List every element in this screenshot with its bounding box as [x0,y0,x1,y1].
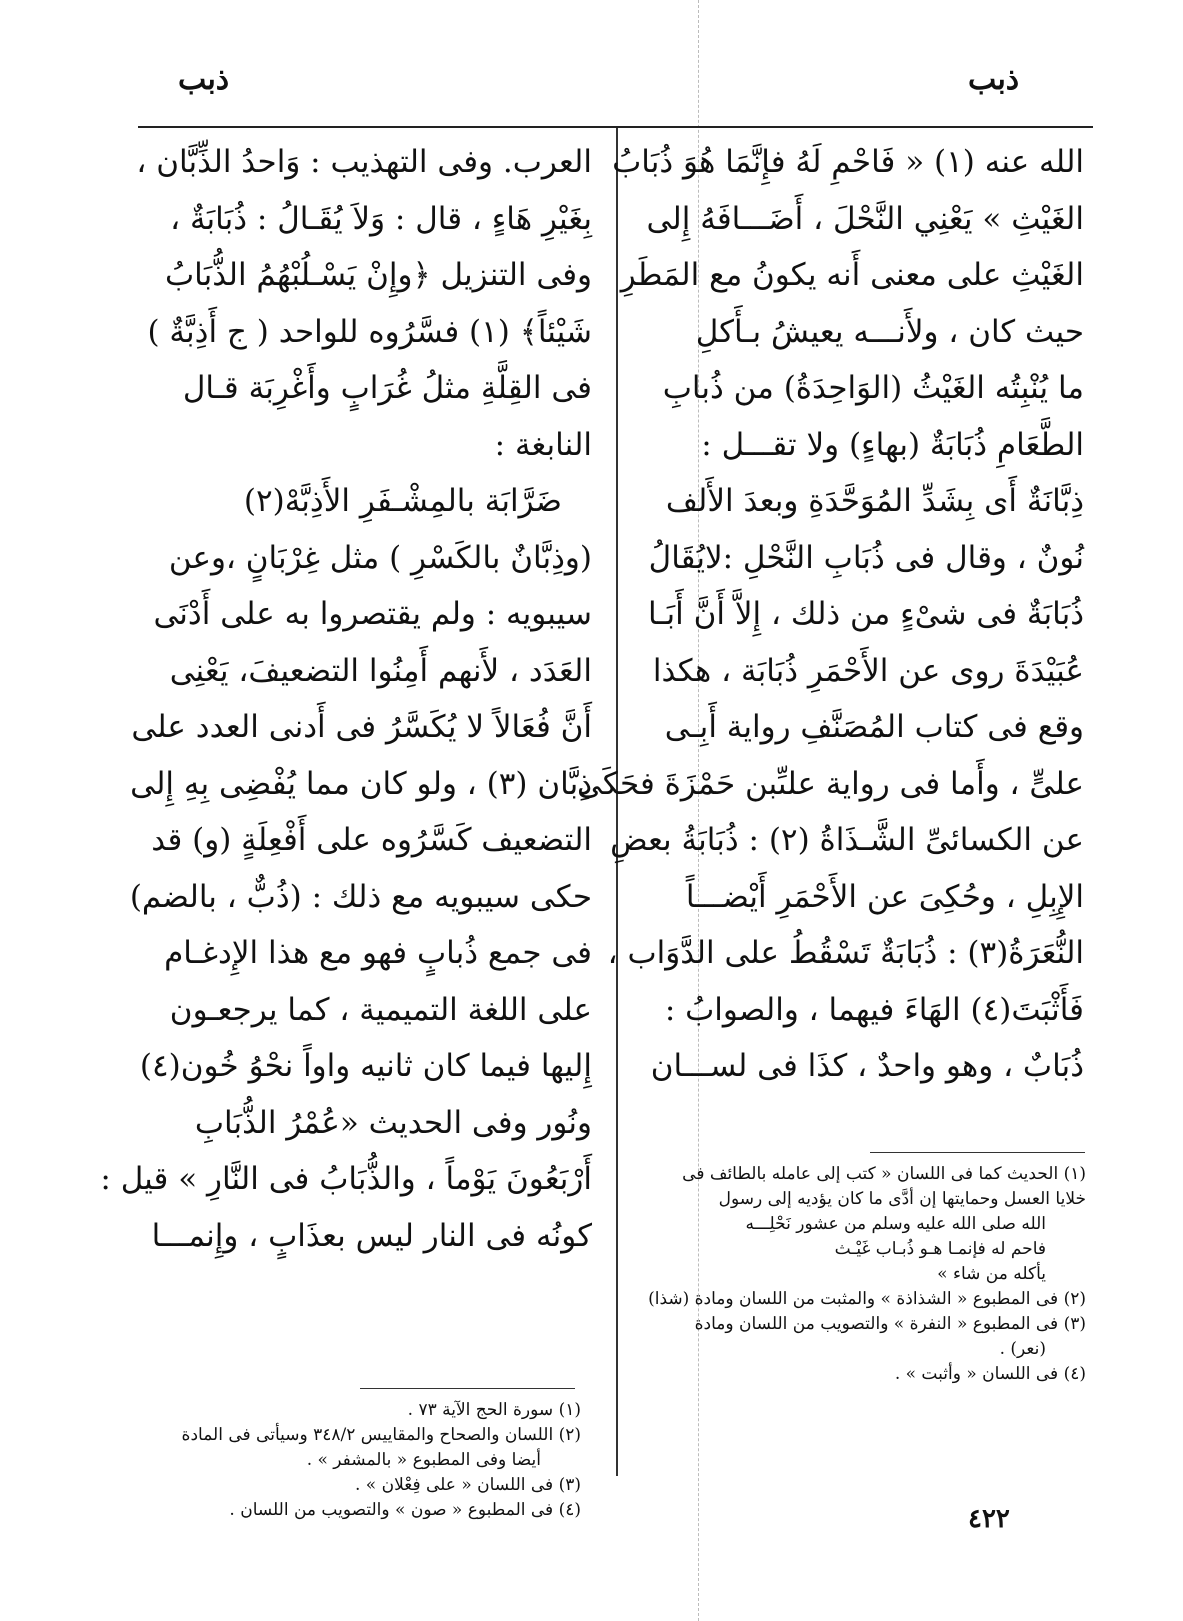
text-line: التضعيف كَسَّرُوه على أَفْعِلَةٍ (و) قد [151,822,592,858]
footnote-line: (٤) فى اللسان « وأثبت » . [894,1364,1086,1384]
text-line: حيث كان ، ولأَنـــه يعيشُ بـأَكلِ [695,313,1084,350]
running-head-left: ذبب [178,62,230,97]
page-number: ٤٢٢ [968,1504,1010,1534]
text-line: عن الكسائىِّ الشَّـذَاةُ (٢) : ذُبَابَةُ بعضِ [610,822,1084,858]
text-line: الغَيْثِ على معنى أَنه يكونُ مع المَطَرِ [620,257,1084,293]
text-line: حكى سيبويه مع ذلك : (ذُبٌّ ، بالضم) [129,878,592,915]
text-line: الإِبِلِ ، وحُكِىَ عن الأَحْمَرِ أَيْضـــاً [685,878,1084,915]
text-line: العرب. وفى التهذيب : وَاحدُ الذِّبَّان ، [136,144,592,180]
text-line: الطَّعَامِ ذُبَابَةٌ (بهاءٍ) ولا تقـــل : [701,426,1084,463]
text-line: الله عنه (١) « فَاحْمِ لَهُ فإِنَّمَا هُوَ ذُبَابُ [612,144,1084,180]
text-line: وفى التنزيل ﴿وإِنْ يَسْـلُبْهُمُ الذُّبَابُ [164,257,592,293]
text-line: (وذِبَّانٌ بالكَسْرِ ) مثل غِرْبَانٍ ،وعن [168,539,592,576]
text-line: النابغة : [494,426,592,463]
text-line: أَرْبَعُونَ يَوْماً ، والذُّبَابُ فى النَّارِ » قيل : [100,1161,592,1197]
text-line: شَيْئاً﴾ (١) فسَّرُوه للواحد ( ج أَذِبَّةٌ ) [147,313,592,350]
verse-line: ضَرَّابَة بالمِشْـفَرِ الأَذِبَّهْ(٢) [243,483,562,519]
footnote-line: (٣) فى اللسان « على فِعْلان » . [355,1475,581,1495]
footnote-rule-left [360,1388,575,1389]
footnote-line: الله صلى الله عليه وسلم من عشور نَحْلِـــه [745,1214,1046,1234]
text-line: العَدَد ، لأَنهم أَمِنُوا التضعيفَ، يَعْنِى [169,652,592,689]
text-line: ذِبَّانَةٌ أَى بِشَدِّ المُوَحَّدَةِ وبعدَ الأَلف [665,483,1084,519]
text-line: فَأَثْبَتَ(٤) الهَاءَ فيهما ، والصوابُ : [664,991,1084,1028]
text-line: أَنَّ فُعَالاً لا يُكَسَّرُ فى أَدنى العدد على [131,709,592,745]
left-column-text [100,134,592,1264]
text-line: ذُبَابَةٌ فى شىْءٍ من ذلك ، إِلاَّ أَنَّ أَبَـا [647,596,1084,632]
text-line: على اللغة التميمية ، كما يرجعـون [169,991,592,1028]
text-line: الغَيْثِ » يَعْنِي النَّحْلَ ، أَضَـــافَهُ إِلى [646,200,1084,237]
text-line: عُبَيْدَةَ روى عن الأَحْمَرِ ذُبَابَة ، هكذا [652,652,1084,689]
text-line: فى جمع ذُبابٍ فهو مع هذا الإِدغـام [164,935,592,971]
footnote-line: خلايا العسل وحمايتها إن أدَّى ما كان يؤديه إلى رسول [718,1189,1086,1209]
text-line: فى القِلَّةِ مثلُ غُرَابٍ وأَغْرِبَة قـال [182,370,592,406]
text-line: علىٍّ ، وأَما فى رواية علىِّبن حَمْزَةَ فحَكَى [577,765,1084,802]
footnote-line: يأكله من شاء » [937,1264,1046,1284]
footnotes-left [181,1398,581,1523]
footnotes-right [636,1162,1086,1387]
text-line: النُّعَرَةُ(٣) : ذُبَابَةٌ تَسْقُطُ على الدَّوَاب ، [607,935,1084,971]
footnote-line: (نعر) . [999,1339,1046,1359]
text-line: ونُور وفى الحديث «عُمْرُ الذُّبَابِ [194,1104,592,1141]
text-line: ذِبَّان (٣) ، ولو كان مما يُفْضِى بِهِ إِلى [130,765,592,802]
footnote-line: (٢) اللسان والصحاح والمقاييس ٣٤٨/٢ وسيأتى فى المادة [181,1425,581,1445]
text-line: وقع فى كتاب المُصَنَّفِ رواية أَبِـى [664,709,1084,745]
text-line: نُونٌ ، وقال فى ذُبَابِ النَّحْلِ :لايُقَالُ [648,539,1084,576]
footnote-line: أيضا وفى المطبوع « بالمشفر » . [306,1450,541,1470]
right-column-text [577,134,1084,1095]
footnote-rule-right [870,1152,1085,1153]
footnote-line: فاحم له فإنمـا هـو ذُبـاب غَيْـث [834,1239,1046,1259]
text-line: كونُه فى النار ليس بعذَابٍ ، وإِنمـــا [151,1217,592,1254]
text-line: إِليها فيما كان ثانيه واواً نحْوُ خُون(٤) [139,1048,592,1084]
footnote-line: (٢) فى المطبوع « الشذاذة » والمثبت من اللسان ومادة (شذا) [648,1289,1086,1309]
text-line: سيبويه : ولم يقتصروا به على أَدْنَى [153,596,592,632]
text-line: بِغَيْرِ هَاءٍ ، قال : وَلاَ يُقَـالُ : ذُبَابَةٌ ، [170,200,592,237]
footnote-line: (٣) فى المطبوع « النفرة » والتصويب من اللسان ومادة [694,1314,1086,1334]
footnote-line: (٤) فى المطبوع « صون » والتصويب من اللسان . [229,1500,581,1520]
footnote-line: (١) الحديث كما فى اللسان « كتب إلى عامله بالطائف فى [682,1164,1086,1184]
running-head-right: ذبب [968,62,1020,97]
footnote-line: (١) سورة الحج الآية ٧٣ . [407,1400,581,1420]
text-line: ذُبَابٌ ، وهو واحدٌ ، كذَا فى لســـان [650,1048,1084,1084]
text-line: ما يُنْبِتُه الغَيْثُ (الوَاحِدَةُ) من ذُبابِ [662,370,1084,406]
